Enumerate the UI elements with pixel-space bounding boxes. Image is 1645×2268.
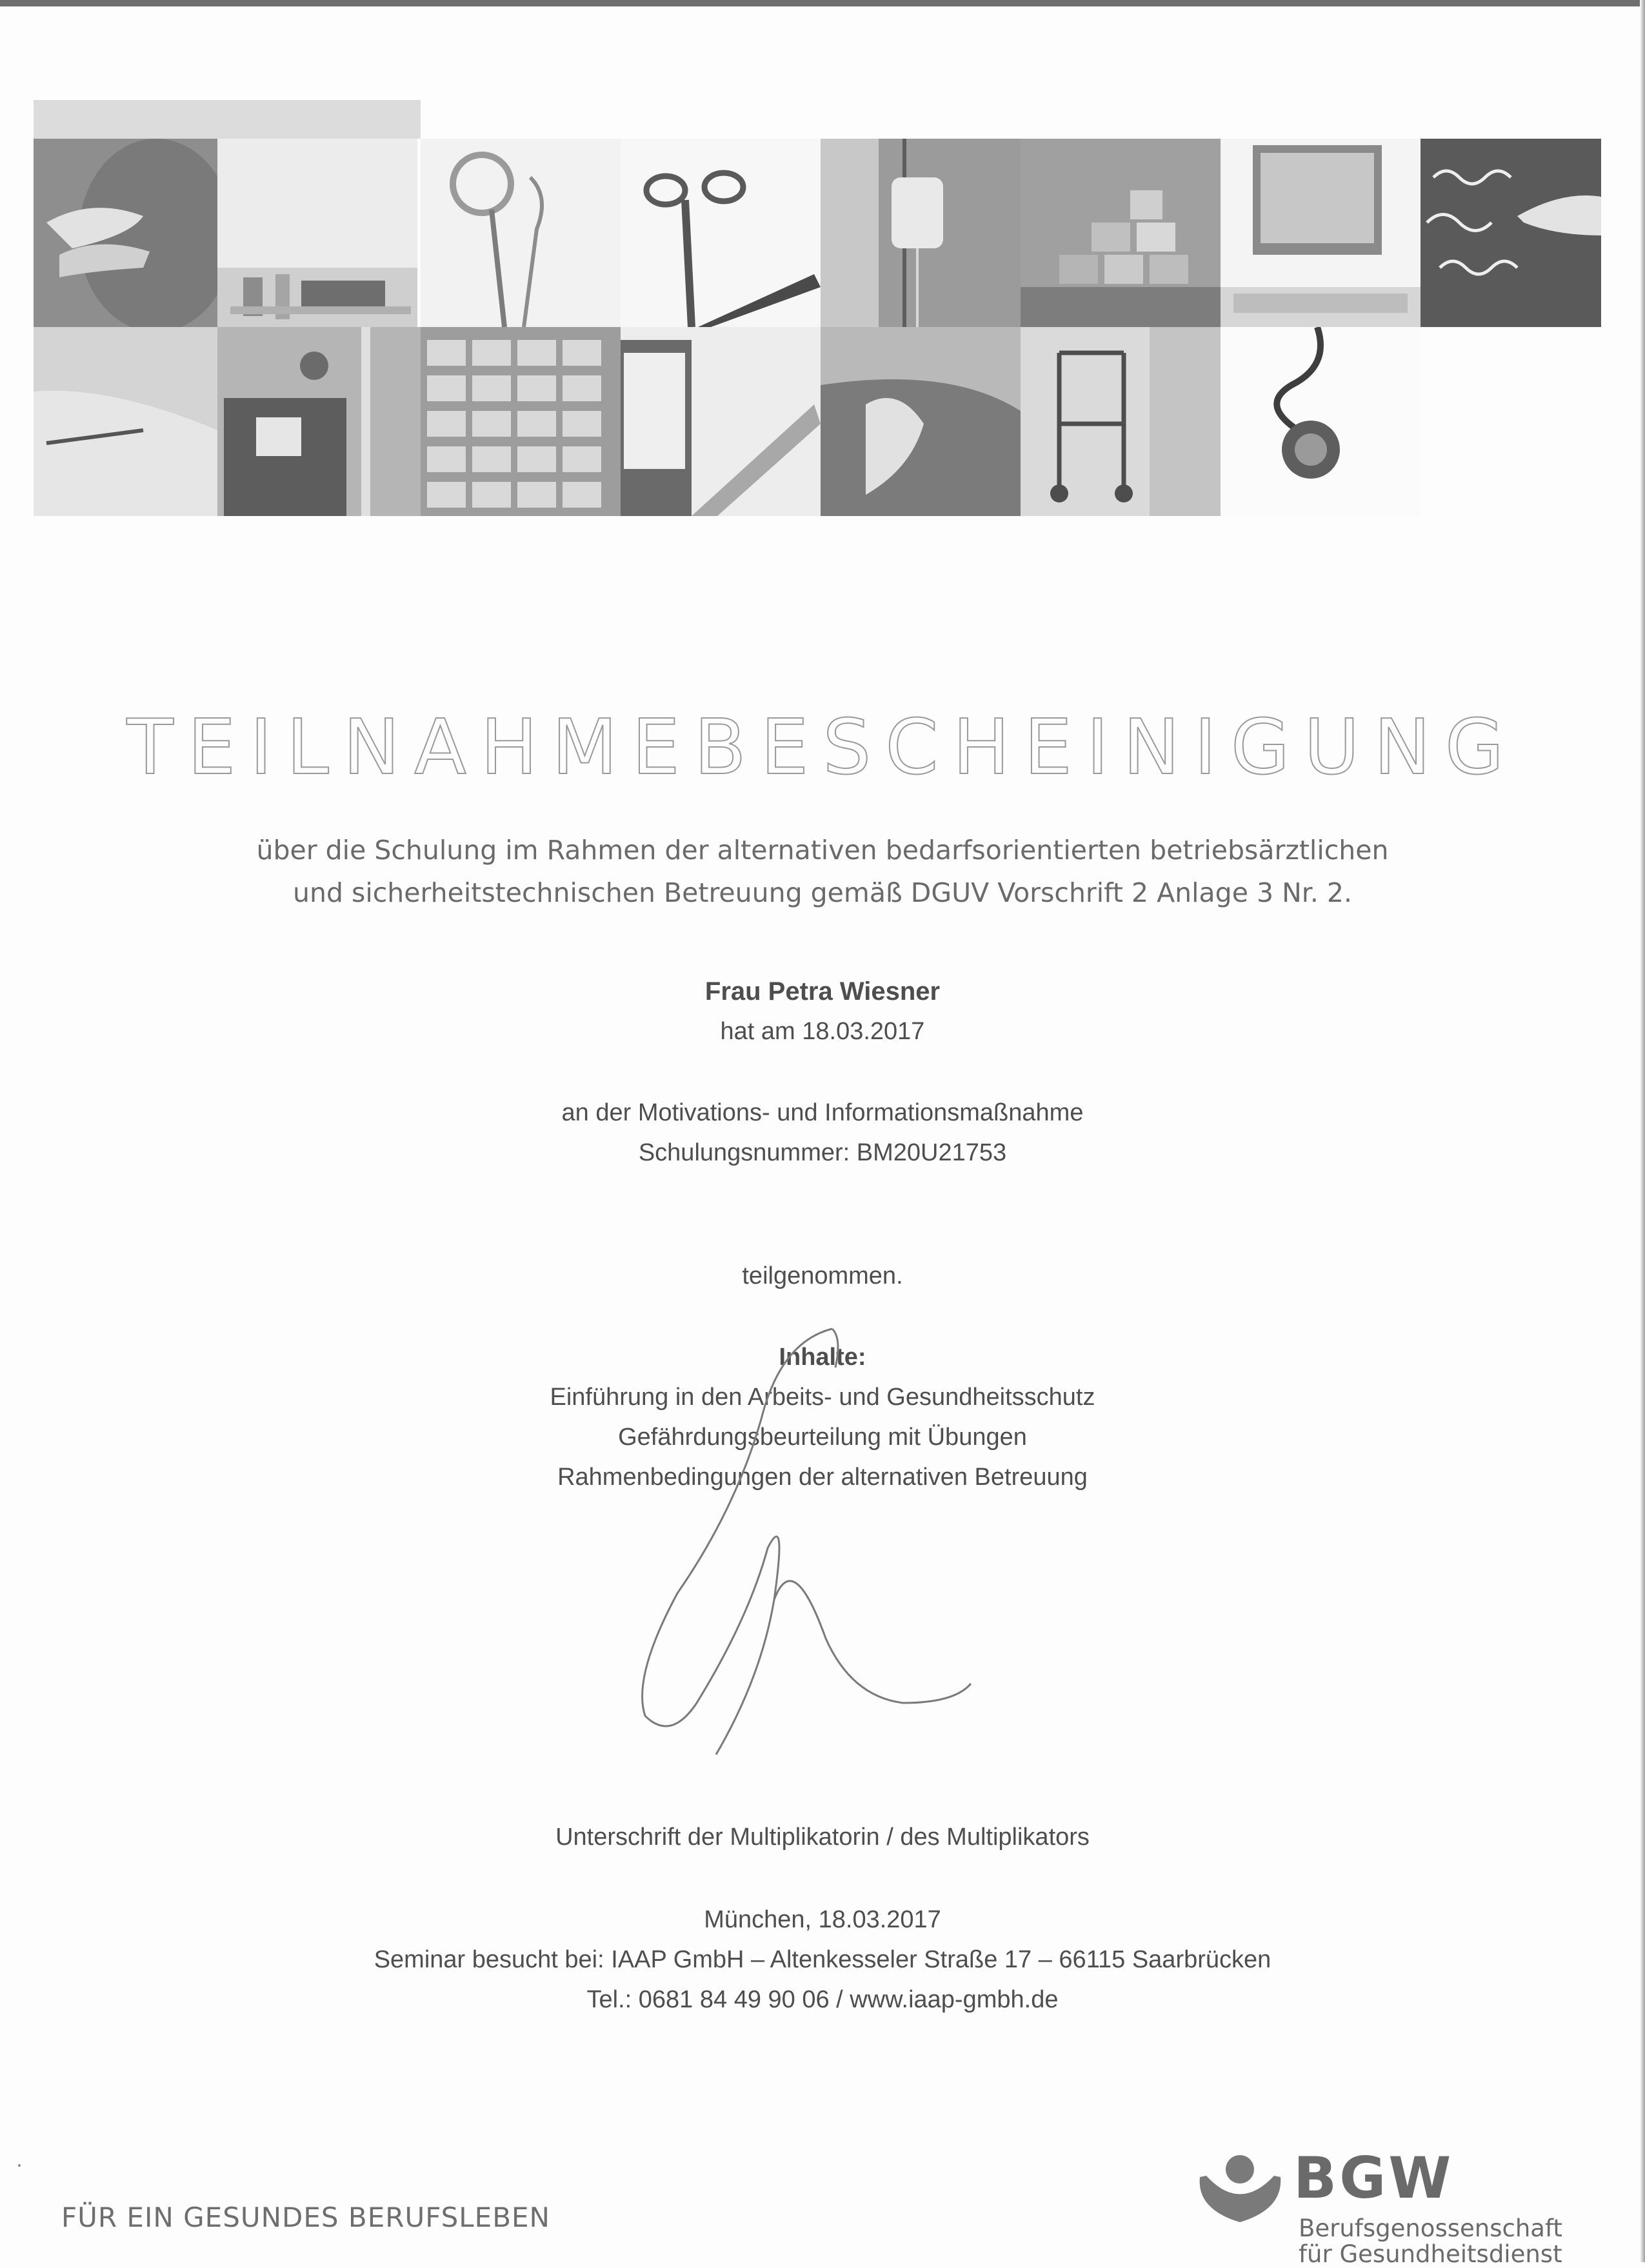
place-date: München, 18.03.2017	[704, 1906, 941, 1933]
photo-collage	[34, 100, 1601, 516]
garden-hand-photo	[821, 327, 1021, 516]
subtitle-line-1: über die Schulung im Rahmen der alternativen bedarfsorientierten betriebsärztlichen	[256, 835, 1389, 866]
course-block	[0, 1093, 1645, 1173]
course-number: Schulungsnummer: BM20U21753	[638, 1139, 1007, 1166]
stethoscope-photo	[1221, 327, 1421, 516]
bgw-logo-icon	[1197, 2151, 1284, 2225]
collage-accent-strip	[34, 100, 421, 139]
accessible-door-photo	[217, 327, 421, 516]
scan-edge	[0, 0, 1645, 6]
handwritten-signature	[619, 1316, 993, 1767]
certificate-title: TEILNAHMEBESCHEINIGUNG	[126, 702, 1519, 792]
bgw-org-line-2: für Gesundheitsdienst	[1299, 2240, 1562, 2268]
participant-name: Frau Petra Wiesner	[704, 977, 941, 1006]
drawer-cabinet-photo	[421, 327, 621, 516]
contents-item: Rahmenbedingungen der alternativen Betreuung	[557, 1464, 1088, 1491]
scissors-comb-photo	[621, 139, 821, 327]
signature-caption: Unterschrift der Multiplikatorin / des Multiplikators	[555, 1824, 1090, 1851]
pharmacy-shelf-photo	[217, 139, 417, 327]
participation-date: hat am 18.03.2017	[720, 1018, 925, 1045]
course-title: an der Motivations- und Informationsmaßnahme	[561, 1099, 1084, 1126]
wooden-blocks-photo	[1021, 139, 1221, 327]
participant-block	[0, 971, 1645, 1051]
scan-speck	[18, 2164, 21, 2167]
certificate-subtitle	[0, 829, 1645, 914]
bgw-logo	[1197, 2145, 1584, 2268]
hands-photo	[34, 139, 217, 327]
contents-item: Gefährdungsbeurteilung mit Übungen	[618, 1424, 1027, 1451]
medicine-bottle-photo	[621, 327, 821, 516]
rollator-photo	[1021, 327, 1221, 516]
chalkboard-writing-photo	[1421, 139, 1601, 327]
subtitle-line-2: und sicherheitstechnischen Betreuung gemäß DGUV Vorschrift 2 Anlage 3 Nr. 2.	[292, 877, 1353, 908]
computer-monitor-photo	[1221, 139, 1421, 327]
participated-text: teilgenommen.	[742, 1262, 903, 1289]
bgw-org-line-1: Berufsgenossenschaft	[1299, 2214, 1562, 2242]
contents-item: Einführung in den Arbeits- und Gesundheitsschutz	[550, 1384, 1095, 1411]
footer-slogan: FÜR EIN GESUNDES BERUFSLEBEN	[61, 2202, 550, 2233]
bgw-wordmark: BGW	[1293, 2145, 1454, 2211]
iv-drip-photo	[821, 139, 1021, 327]
dental-mirror-photo	[421, 139, 621, 327]
seminar-info	[0, 1900, 1645, 2020]
seminar-location: Seminar besucht bei: IAAP GmbH – Altenkesseler Straße 17 – 66115 Saarbrücken	[374, 1946, 1271, 1973]
contents-heading: Inhalte:	[779, 1344, 866, 1371]
seminar-contact: Tel.: 0681 84 49 90 06 / www.iaap-gmbh.de	[586, 1986, 1059, 2013]
writing-desk-photo	[34, 327, 217, 516]
